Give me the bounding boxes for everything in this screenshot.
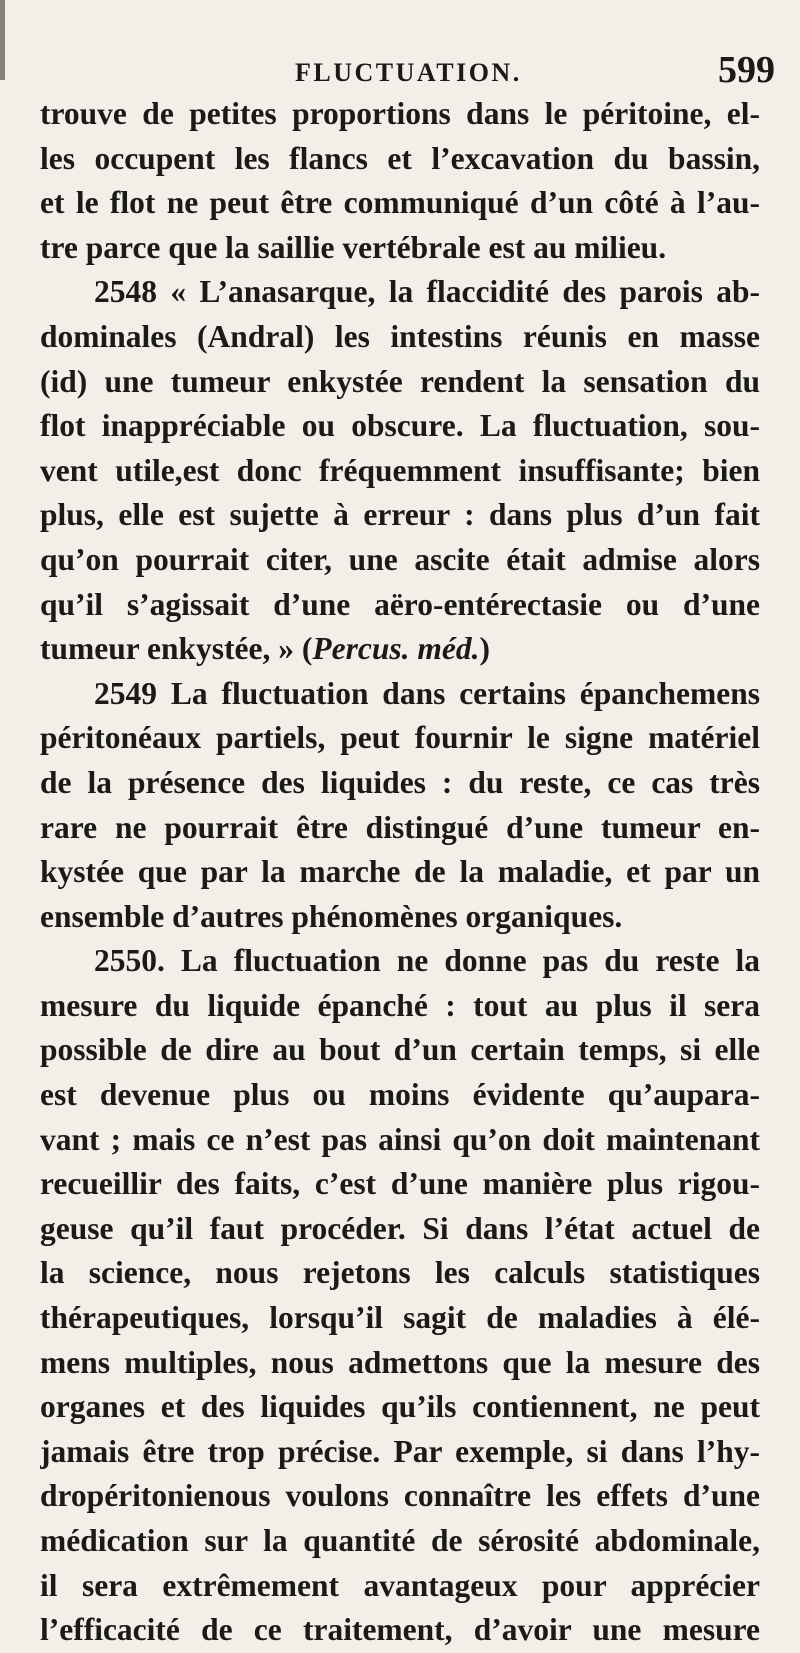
- line-text: médication sur la quantité de sérosité abdominale,: [40, 1523, 760, 1558]
- text-line: [40, 1385, 760, 1430]
- text-line: [40, 92, 760, 137]
- line-text: est devenue plus ou moins évidente qu’aupara-: [40, 1077, 760, 1113]
- line-text: dropéritonienous voulons connaître les effets d’une: [40, 1478, 760, 1514]
- text-line: [40, 315, 760, 360]
- text-line: [40, 984, 760, 1029]
- line-text: kystée que par la marche de la maladie, et par un: [40, 854, 760, 890]
- text-line: [40, 1608, 760, 1653]
- text-line: [40, 226, 760, 271]
- line-text: rare ne pourrait être distingué d’une tumeur en-: [40, 809, 760, 845]
- line-text: l’efficacité de ce traitement, d’avoir une mesure: [40, 1612, 760, 1648]
- text-line: [40, 1564, 760, 1609]
- line-text: plus, elle est sujette à erreur : dans plus d’un fait: [40, 497, 760, 533]
- text-line: [40, 1073, 760, 1118]
- text-line: [40, 850, 760, 895]
- text-line: [40, 181, 760, 226]
- line-text: ensemble d’autres phénomènes organiques.: [40, 898, 623, 934]
- line-text: et le flot ne peut être communiqué d’un côté à l’au-: [40, 185, 760, 221]
- line-text: tumeur enkystée, » (: [40, 631, 313, 667]
- text-line: [40, 627, 760, 672]
- running-head: [0, 46, 800, 98]
- text-line: [40, 360, 760, 405]
- text-line: [40, 806, 760, 851]
- line-text: (id) une tumeur enkystée rendent la sensation du: [40, 363, 760, 399]
- text-line: [40, 1519, 760, 1564]
- text-line: [40, 1028, 760, 1073]
- line-text: possible de dire au bout d’un certain temps, si elle: [40, 1032, 760, 1068]
- text-line: [40, 1251, 760, 1296]
- line-text: il sera extrêmement avantageux pour apprécier: [40, 1567, 760, 1603]
- text-line: [40, 672, 760, 717]
- text-line: [40, 449, 760, 494]
- text-line: [40, 583, 760, 628]
- text-line: [40, 493, 760, 538]
- line-text: dominales (Andral) les intestins réunis en masse: [40, 318, 760, 354]
- text-line: [40, 404, 760, 449]
- text-line: [40, 1341, 760, 1386]
- text-line: [40, 1118, 760, 1163]
- line-text: de la présence des liquides : du reste, ce cas très: [40, 764, 760, 800]
- text-line: [40, 895, 760, 940]
- line-text: mens multiples, nous admettons que la mesure des: [40, 1344, 760, 1380]
- text-line: [40, 1296, 760, 1341]
- line-text: qu’il s’agissait d’une aëro-entérectasie ou d’une: [40, 586, 760, 622]
- running-head-title: FLUCTUATION.: [295, 58, 522, 87]
- text-line: [40, 761, 760, 806]
- text-line: [40, 1207, 760, 1252]
- line-text: trouve de petites proportions dans le péritoine, el-: [40, 96, 760, 131]
- text-line: [40, 1430, 760, 1475]
- citation-italic: Percus. méd.: [312, 631, 480, 667]
- page-number: 599: [718, 49, 775, 91]
- line-tail: ): [479, 631, 490, 667]
- text-line: [40, 270, 760, 315]
- text-line: [40, 1474, 760, 1519]
- line-text: 2548 « L’anasarque, la flaccidité des parois ab-: [94, 274, 760, 310]
- line-text: geuse qu’il faut procéder. Si dans l’état actuel de: [40, 1210, 760, 1246]
- text-line: [40, 716, 760, 761]
- line-text: les occupent les flancs et l’excavation du bassin,: [40, 140, 760, 176]
- line-text: tre parce que la saillie vertébrale est au milieu.: [40, 229, 667, 265]
- line-text: vent utile,est donc fréquemment insuffisante; bien: [40, 452, 760, 488]
- text-line: [40, 538, 760, 583]
- line-text: organes et des liquides qu’ils contiennent, ne peut: [40, 1389, 760, 1425]
- text-line: [40, 1162, 760, 1207]
- body-text: [40, 92, 760, 1653]
- line-text: jamais être trop précise. Par exemple, si dans l’hy-: [40, 1433, 760, 1469]
- line-text: vant ; mais ce n’est pas ainsi qu’on doit maintenant: [40, 1121, 760, 1157]
- text-line: [40, 137, 760, 182]
- line-text: flot inappréciable ou obscure. La fluctuation, sou-: [40, 408, 760, 444]
- line-text: péritonéaux partiels, peut fournir le signe matériel: [40, 720, 760, 756]
- text-line: [40, 939, 760, 984]
- line-text: 2549 La fluctuation dans certains épanchemens: [94, 675, 760, 711]
- line-text: thérapeutiques, lorsqu’il sagit de maladies à élé-: [40, 1300, 760, 1336]
- line-text: mesure du liquide épanché : tout au plus il sera: [40, 987, 760, 1023]
- line-text: 2550. La fluctuation ne donne pas du reste la: [94, 943, 760, 979]
- line-text: qu’on pourrait citer, une ascite était admise alors: [40, 541, 760, 577]
- line-text: la science, nous rejetons les calculs statistiques: [40, 1255, 760, 1291]
- line-text: recueillir des faits, c’est d’une manière plus rigou-: [40, 1166, 760, 1202]
